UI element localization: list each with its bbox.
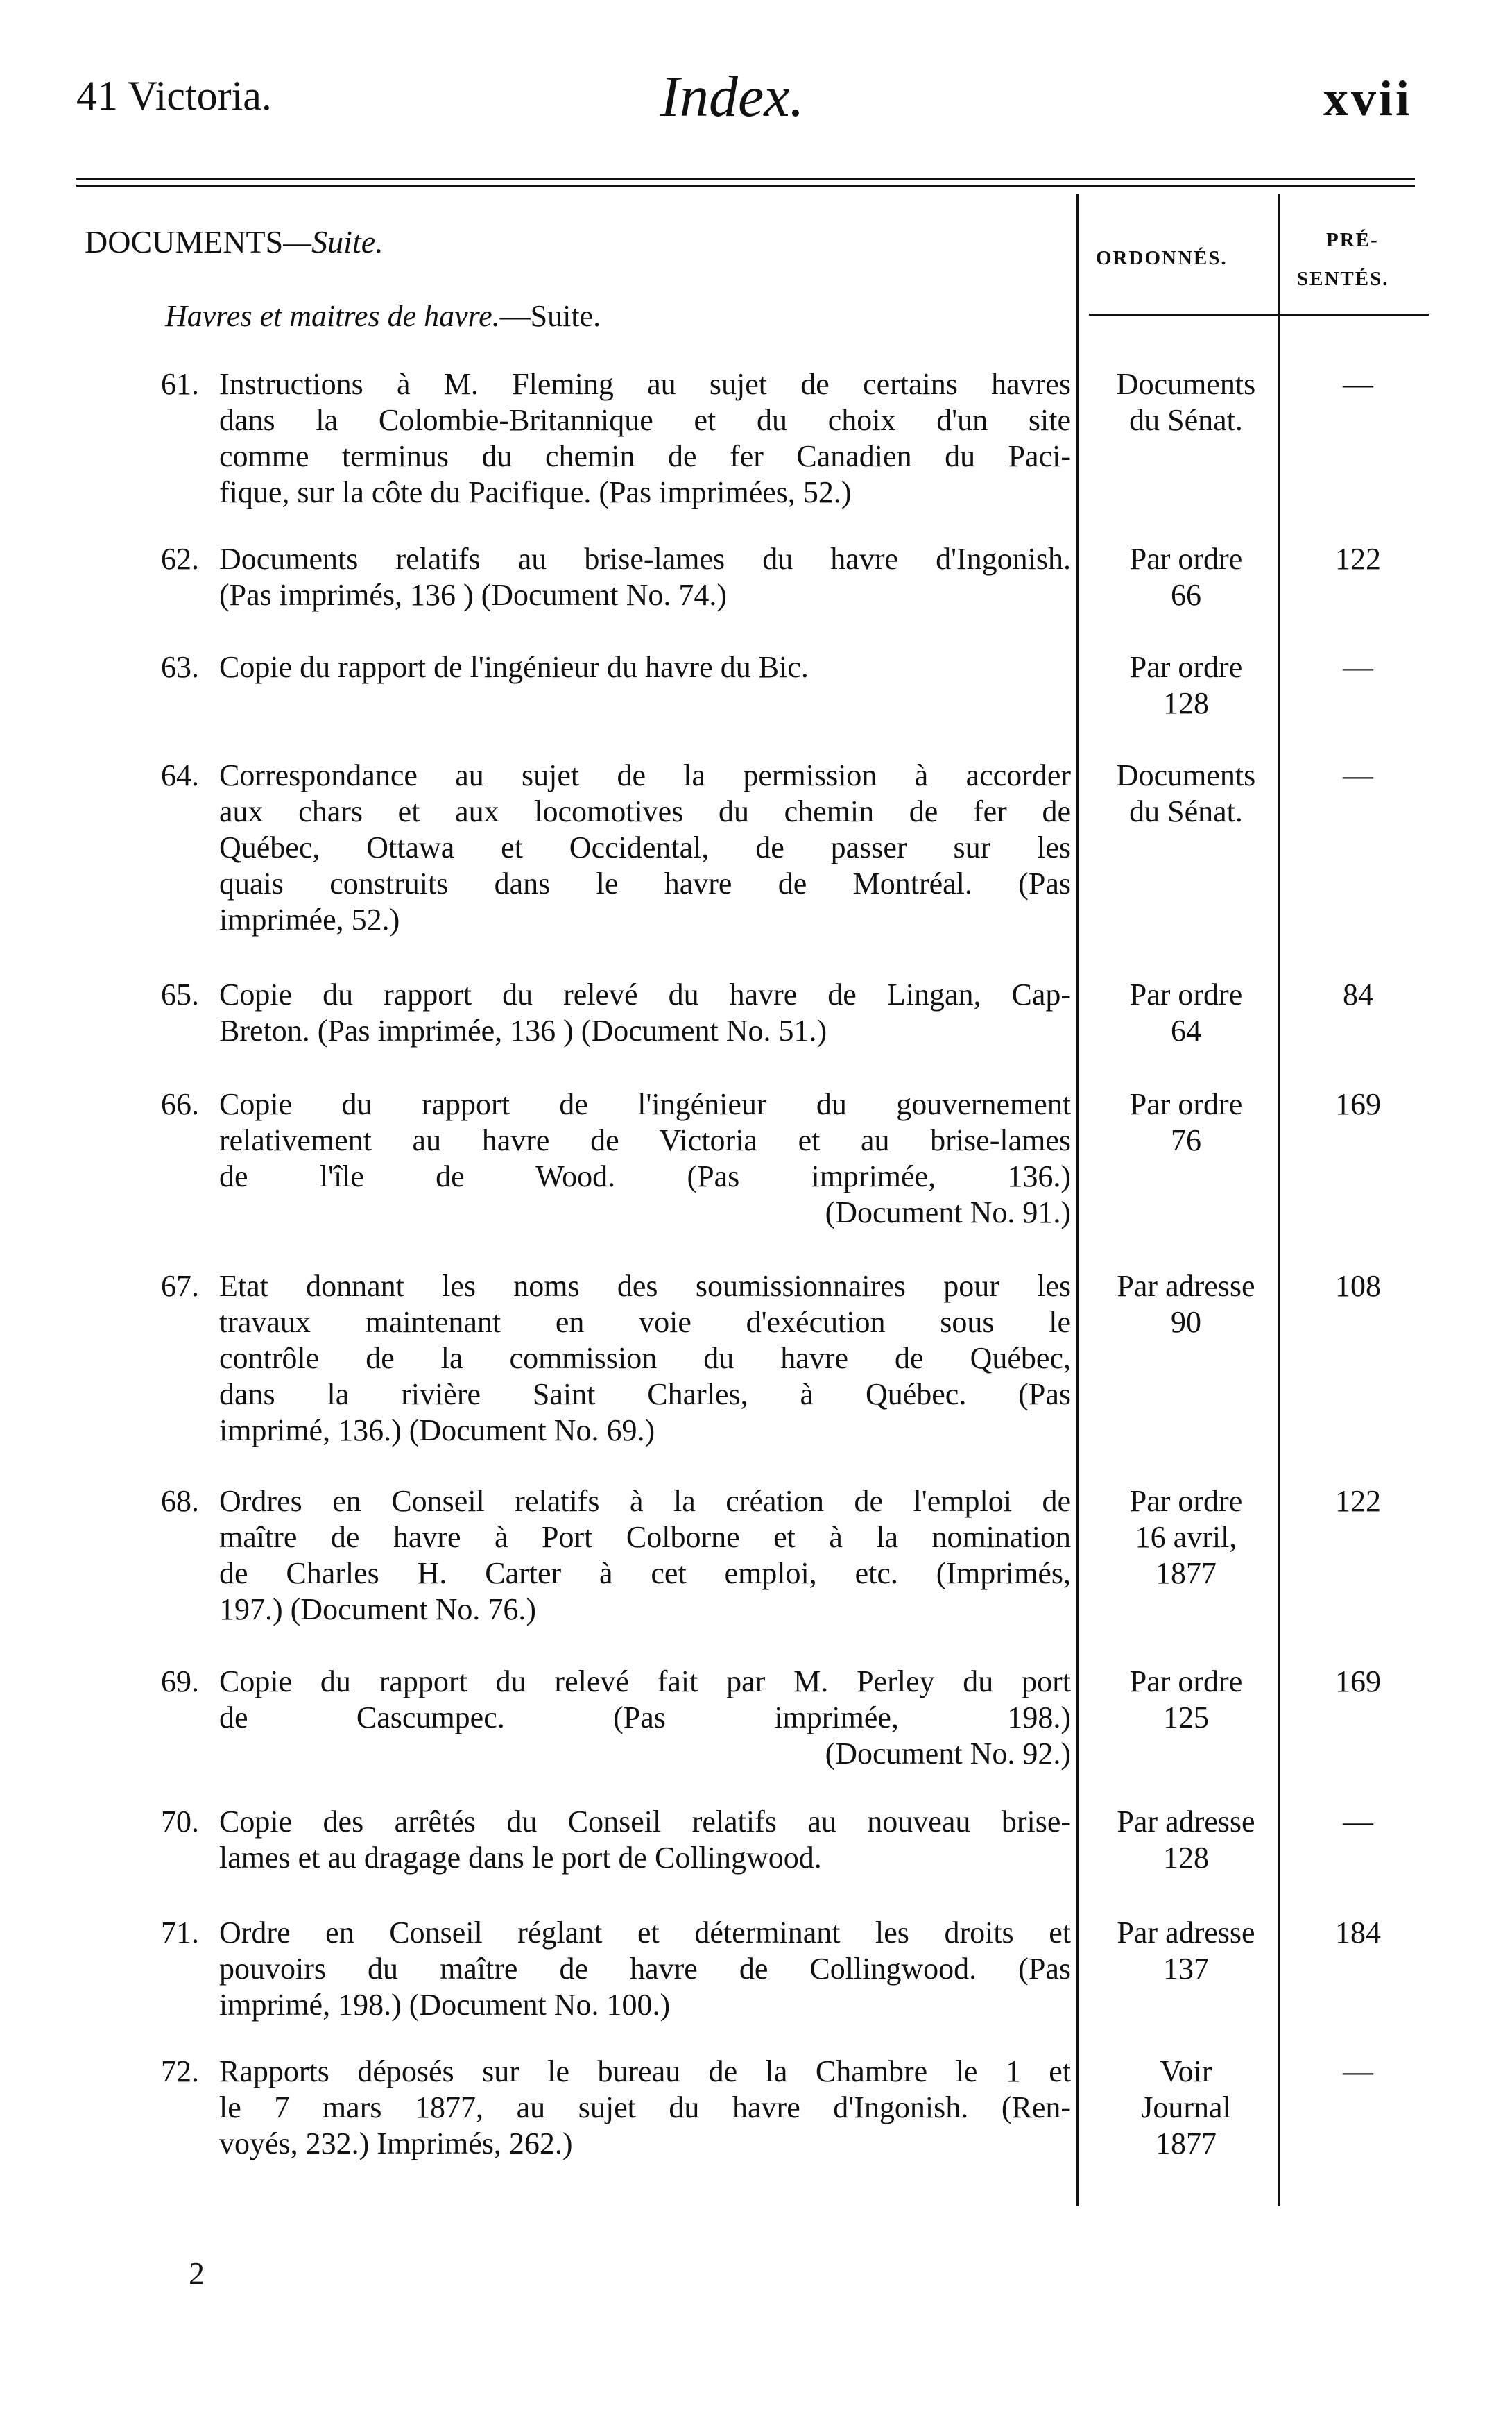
entry-ordered: [1083, 977, 1289, 1049]
entry-ordered-line: 137: [1163, 1952, 1209, 1986]
entry-ordered-line: Par adresse: [1117, 1805, 1255, 1839]
entry-ordered: [1083, 649, 1289, 722]
entry-presented: 122: [1335, 1484, 1381, 1518]
entry-ordered-line: Voir: [1160, 2054, 1212, 2088]
entry-line: fique, sur la côte du Pacifique. (Pas imprimées, 52.): [219, 475, 852, 509]
entry-line: Québec, Ottawa et Occidental, de passer sur les: [219, 830, 1071, 864]
entry-line: le 7 mars 1877, au sujet du havre d'Ingonish. (Ren-: [219, 2090, 1071, 2124]
entry-number: 71.: [161, 1916, 199, 1950]
entry-ordered: [1083, 1483, 1289, 1592]
entry-number: 66.: [161, 1087, 199, 1121]
entry-text: [219, 1086, 1071, 1231]
entry-line: travaux maintenant en voie d'exécution sous le: [219, 1305, 1071, 1339]
entry-line: Copie du rapport du relevé du havre de Lingan, Cap-: [219, 978, 1071, 1012]
section-title-main: DOCUMENTS: [85, 224, 284, 259]
running-head-page: xvii: [1323, 71, 1413, 126]
entry-text: [219, 649, 1071, 685]
entry-ordered-line: du Sénat.: [1129, 794, 1243, 828]
entry-ordered: [1083, 366, 1289, 438]
running-head-title: Index.: [660, 65, 805, 129]
entry-ordered-line: Par ordre: [1129, 542, 1243, 576]
entry-number: 64.: [161, 758, 199, 792]
entry-ordered: [1083, 2054, 1289, 2162]
column-divider-ordered: [1278, 194, 1280, 2206]
entry-ordered: [1083, 1915, 1289, 1987]
entry-ordered: [1083, 1804, 1289, 1876]
entry-presented: —: [1343, 758, 1373, 792]
footer-page-number: 2: [189, 2256, 205, 2291]
entry-line: Instructions à M. Fleming au sujet de certains havres: [219, 367, 1071, 401]
entry-number: 62.: [161, 542, 199, 576]
entry-number: 72.: [161, 2054, 199, 2088]
entry-line: Copie du rapport de l'ingénieur du gouvernement: [219, 1087, 1071, 1121]
running-head-left: 41 Victoria.: [76, 73, 272, 119]
entry-line: comme terminus du chemin de fer Canadien du Paci-: [219, 439, 1071, 473]
entry-presented: 184: [1335, 1916, 1381, 1950]
entry-ordered-line: 90: [1171, 1305, 1201, 1339]
section-title-suffix: —Suite.: [283, 224, 384, 259]
entry-ordered-line: Par ordre: [1129, 1087, 1243, 1121]
entry-text: [219, 2054, 1071, 2162]
entry-line: lames et au dragage dans le port de Collingwood.: [219, 1841, 822, 1875]
entry-number: 69.: [161, 1664, 199, 1698]
entry-line: Ordres en Conseil relatifs à la création de l'emploi de: [219, 1484, 1071, 1518]
entry-ordered-line: 64: [1171, 1014, 1201, 1048]
entry-line: Correspondance au sujet de la permission à accorder: [219, 758, 1071, 792]
entry-line: Ordre en Conseil réglant et déterminant les droits et: [219, 1916, 1071, 1950]
entry-ordered-line: Par ordre: [1129, 1664, 1243, 1698]
entry-text: [219, 1804, 1071, 1876]
entry-line: dans la Colombie-Britannique et du choix d'un site: [219, 403, 1071, 437]
entry-line: quais construits dans le havre de Montréal. (Pas: [219, 867, 1071, 901]
entry-presented: 169: [1335, 1664, 1381, 1698]
entry-ordered: [1083, 1086, 1289, 1159]
column-header-rule: [1089, 314, 1429, 316]
entry-ordered-line: Par ordre: [1129, 650, 1243, 684]
entry-line: aux chars et aux locomotives du chemin de fer de: [219, 794, 1071, 828]
entry-ordered: [1083, 758, 1289, 830]
entry-number: 70.: [161, 1805, 199, 1839]
entry-line: relativement au havre de Victoria et au brise-lames: [219, 1123, 1071, 1157]
entry-text: [219, 1664, 1071, 1772]
entry-text: [219, 541, 1071, 613]
entry-text: [219, 1483, 1071, 1628]
entry-ordered-line: Documents: [1116, 758, 1256, 792]
entry-ordered-line: 66: [1171, 578, 1201, 612]
entry-number: 65.: [161, 978, 199, 1012]
entry-line: imprimée, 52.): [219, 903, 400, 937]
entry-number: 67.: [161, 1269, 199, 1303]
entry-ordered-line: 128: [1163, 1841, 1209, 1875]
entry-ordered-line: Par ordre: [1129, 1484, 1243, 1518]
entry-ordered-line: Par adresse: [1117, 1269, 1255, 1303]
header-rule-top: [76, 178, 1415, 180]
entry-ordered-line: 76: [1171, 1123, 1201, 1157]
column-divider-text: [1076, 194, 1079, 2206]
entry-line: pouvoirs du maître de havre de Collingwood. (Pas: [219, 1952, 1071, 1986]
entry-text: [219, 1268, 1071, 1449]
entry-line: maître de havre à Port Colborne et à la nomination: [219, 1520, 1071, 1554]
entry-text: [219, 977, 1071, 1049]
entry-ordered: [1083, 1268, 1289, 1340]
entry-text: [219, 366, 1071, 511]
entry-ordered-line: 1877: [1156, 1556, 1217, 1590]
entry-line: Copie des arrêtés du Conseil relatifs au nouveau brise-: [219, 1805, 1071, 1839]
entry-presented: —: [1343, 367, 1373, 401]
entry-ordered-line: Par adresse: [1117, 1916, 1255, 1950]
entry-line: contrôle de la commission du havre de Québec,: [219, 1341, 1071, 1375]
entry-number: 61.: [161, 367, 199, 401]
entry-presented: —: [1343, 650, 1373, 684]
entry-ordered: [1083, 1664, 1289, 1736]
entry-number: 68.: [161, 1484, 199, 1518]
entry-line: Documents relatifs au brise-lames du havre d'Ingonish.: [219, 542, 1071, 576]
entry-line: imprimé, 198.) (Document No. 100.): [219, 1988, 671, 2022]
entry-line: Rapports déposés sur le bureau de la Chambre le 1 et: [219, 2054, 1071, 2088]
entry-presented: 122: [1335, 542, 1381, 576]
entry-line: Copie du rapport de l'ingénieur du havre du Bic.: [219, 650, 809, 684]
section-title: [85, 223, 384, 260]
column-header-presented-2: SENTÉS.: [1297, 268, 1389, 290]
entry-line: dans la rivière Saint Charles, à Québec. (Pas: [219, 1377, 1071, 1411]
entry-ordered-line: Journal: [1141, 2090, 1231, 2124]
entry-ordered-line: 1877: [1156, 2126, 1217, 2160]
entry-line: de l'île de Wood. (Pas imprimée, 136.): [219, 1159, 1071, 1193]
entry-presented: 108: [1335, 1269, 1381, 1303]
entry-text: [219, 1915, 1071, 2023]
header-rule-bottom: [76, 185, 1415, 187]
entry-line: 197.) (Document No. 76.): [219, 1592, 537, 1626]
entry-ordered-line: du Sénat.: [1129, 403, 1243, 437]
entry-ordered-line: 125: [1163, 1700, 1209, 1734]
section-subtitle-suffix: —Suite.: [499, 299, 601, 333]
entry-presented: 84: [1343, 978, 1373, 1012]
section-subtitle-main: Havres et maitres de havre.: [165, 299, 500, 333]
entry-line: voyés, 232.) Imprimés, 262.): [219, 2126, 573, 2160]
column-header-presented-1: PRÉ-: [1326, 229, 1379, 251]
entry-ordered-line: 128: [1163, 686, 1209, 720]
entry-ordered-line: 16 avril,: [1135, 1520, 1237, 1554]
entry-ordered: [1083, 541, 1289, 613]
entry-line: (Pas imprimés, 136 ) (Document No. 74.): [219, 578, 727, 612]
entry-line: (Document No. 91.): [825, 1195, 1071, 1229]
entry-line: (Document No. 92.): [825, 1737, 1071, 1771]
entry-line: Breton. (Pas imprimée, 136 ) (Document No. 51.): [219, 1014, 827, 1048]
section-subtitle: [165, 298, 601, 334]
entry-ordered-line: Documents: [1116, 367, 1256, 401]
entry-line: Copie du rapport du relevé fait par M. Perley du port: [219, 1664, 1071, 1698]
entry-line: de Charles H. Carter à cet emploi, etc. (Imprimés,: [219, 1556, 1071, 1590]
entry-presented: —: [1343, 2054, 1373, 2088]
entry-number: 63.: [161, 650, 199, 684]
entry-line: de Cascumpec. (Pas imprimée, 198.): [219, 1700, 1071, 1734]
entry-presented: —: [1343, 1805, 1373, 1839]
entry-text: [219, 758, 1071, 938]
column-header-ordered: ORDONNÉS.: [1096, 247, 1228, 269]
entry-line: imprimé, 136.) (Document No. 69.): [219, 1413, 655, 1447]
entry-ordered-line: Par ordre: [1129, 978, 1243, 1012]
entry-line: Etat donnant les noms des soumissionnaires pour les: [219, 1269, 1071, 1303]
entry-presented: 169: [1335, 1087, 1381, 1121]
